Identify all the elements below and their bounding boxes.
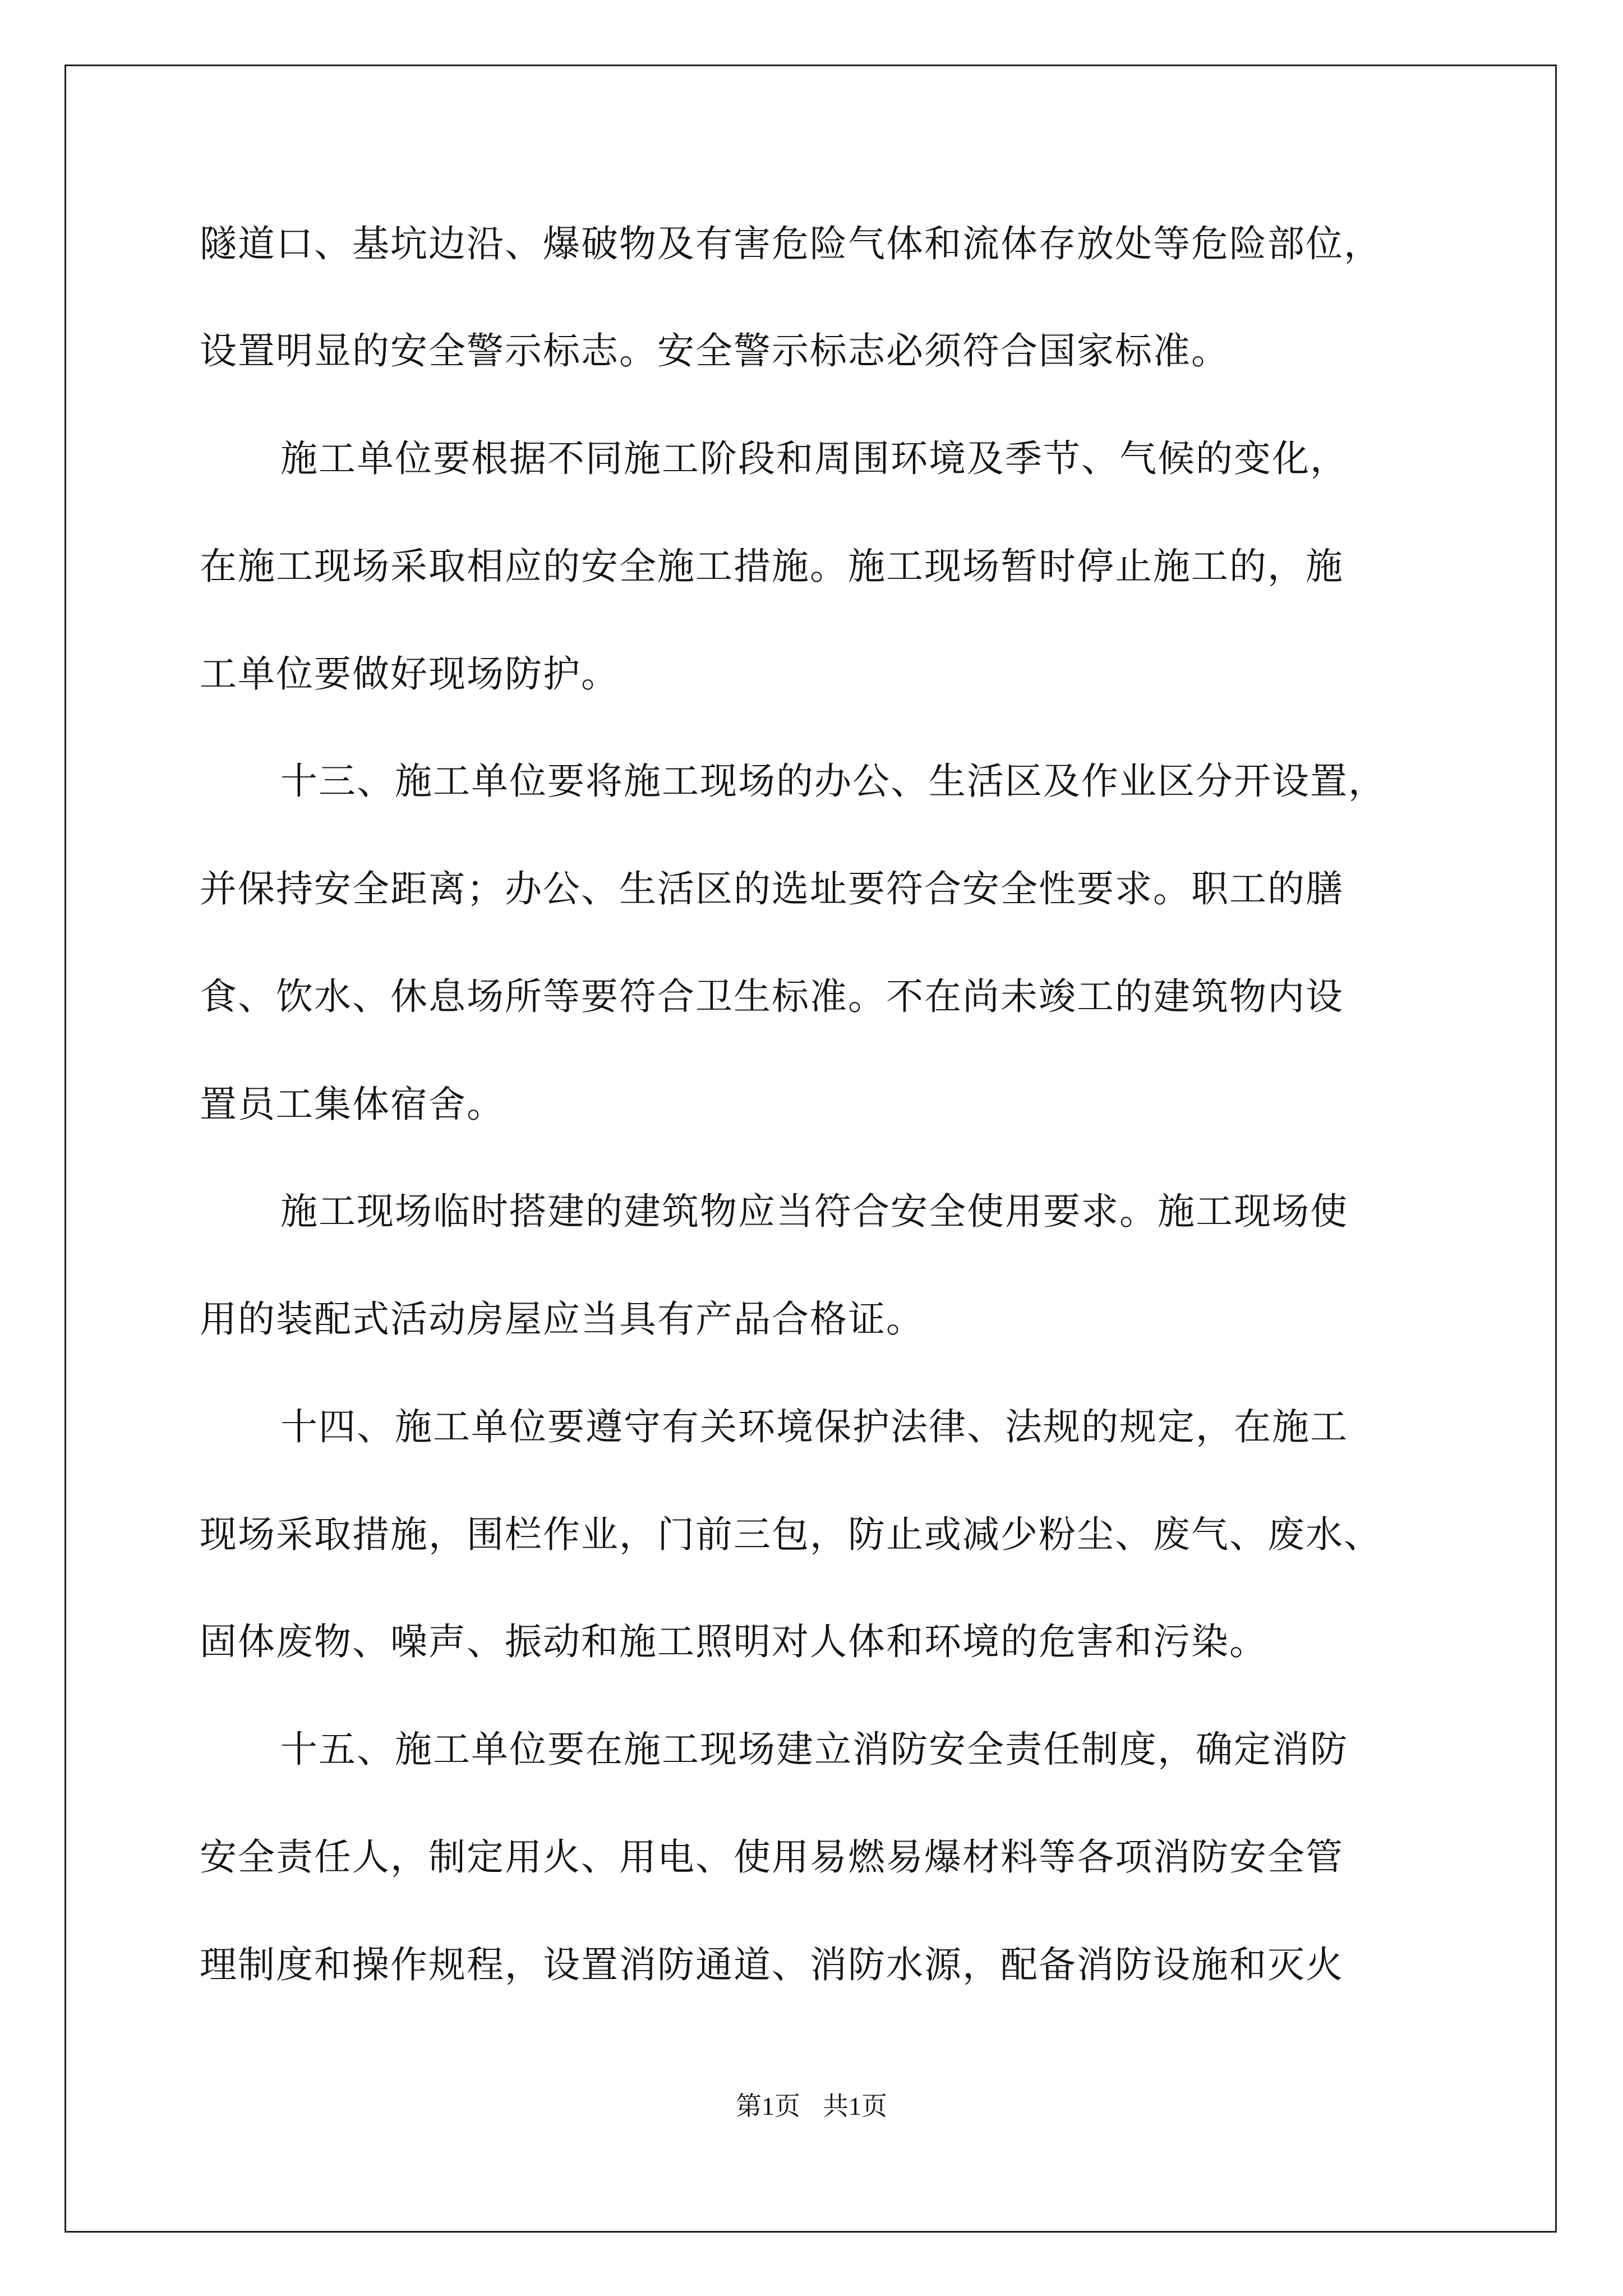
page-number: 第1页 <box>736 2092 800 2120</box>
text-line-17: 理制度和操作规程，设置消防通道、消防水源，配备消防设施和灭火 <box>200 1943 1344 1986</box>
text-line-12: 十四、施工单位要遵守有关环境保护法律、法规的规定，在施工 <box>280 1405 1348 1448</box>
text-line-16: 安全责任人，制定用火、用电、使用易燃易爆材料等各项消防安全管 <box>200 1835 1344 1879</box>
text-line-11: 用的装配式活动房屋应当具有产品合格证。 <box>200 1297 924 1341</box>
text-line-7: 并保持安全距离；办公、生活区的选址要符合安全性要求。职工的膳 <box>200 867 1344 910</box>
text-line-13: 现场采取措施，围栏作业，门前三包，防止或减少粉尘、废气、废水、 <box>200 1513 1382 1556</box>
page-footer <box>0 2090 1623 2123</box>
text-line-6: 十三、施工单位要将施工现场的办公、生活区及作业区分开设置， <box>280 760 1386 803</box>
text-line-3: 施工单位要根据不同施工阶段和周围环境及季节、气候的变化， <box>280 437 1348 480</box>
text-line-1: 隧道口、基坑边沿、爆破物及有害危险气体和流体存放处等危险部位， <box>200 222 1382 265</box>
page-border <box>64 65 1557 2233</box>
text-line-4: 在施工现场采取相应的安全施工措施。施工现场暂时停止施工的，施 <box>200 545 1344 588</box>
text-line-8: 食、饮水、休息场所等要符合卫生标准。不在尚未竣工的建筑物内设 <box>200 975 1344 1018</box>
text-line-9: 置员工集体宿舍。 <box>200 1083 505 1126</box>
text-line-10: 施工现场临时搭建的建筑物应当符合安全使用要求。施工现场使 <box>280 1190 1348 1233</box>
text-line-2: 设置明显的安全警示标志。安全警示标志必须符合国家标准。 <box>200 329 1229 372</box>
text-line-14: 固体废物、噪声、振动和施工照明对人体和环境的危害和污染。 <box>200 1620 1267 1663</box>
text-line-15: 十五、施工单位要在施工现场建立消防安全责任制度，确定消防 <box>280 1728 1348 1771</box>
page-total: 共1页 <box>823 2092 887 2120</box>
text-line-5: 工单位要做好现场防护。 <box>200 652 619 696</box>
